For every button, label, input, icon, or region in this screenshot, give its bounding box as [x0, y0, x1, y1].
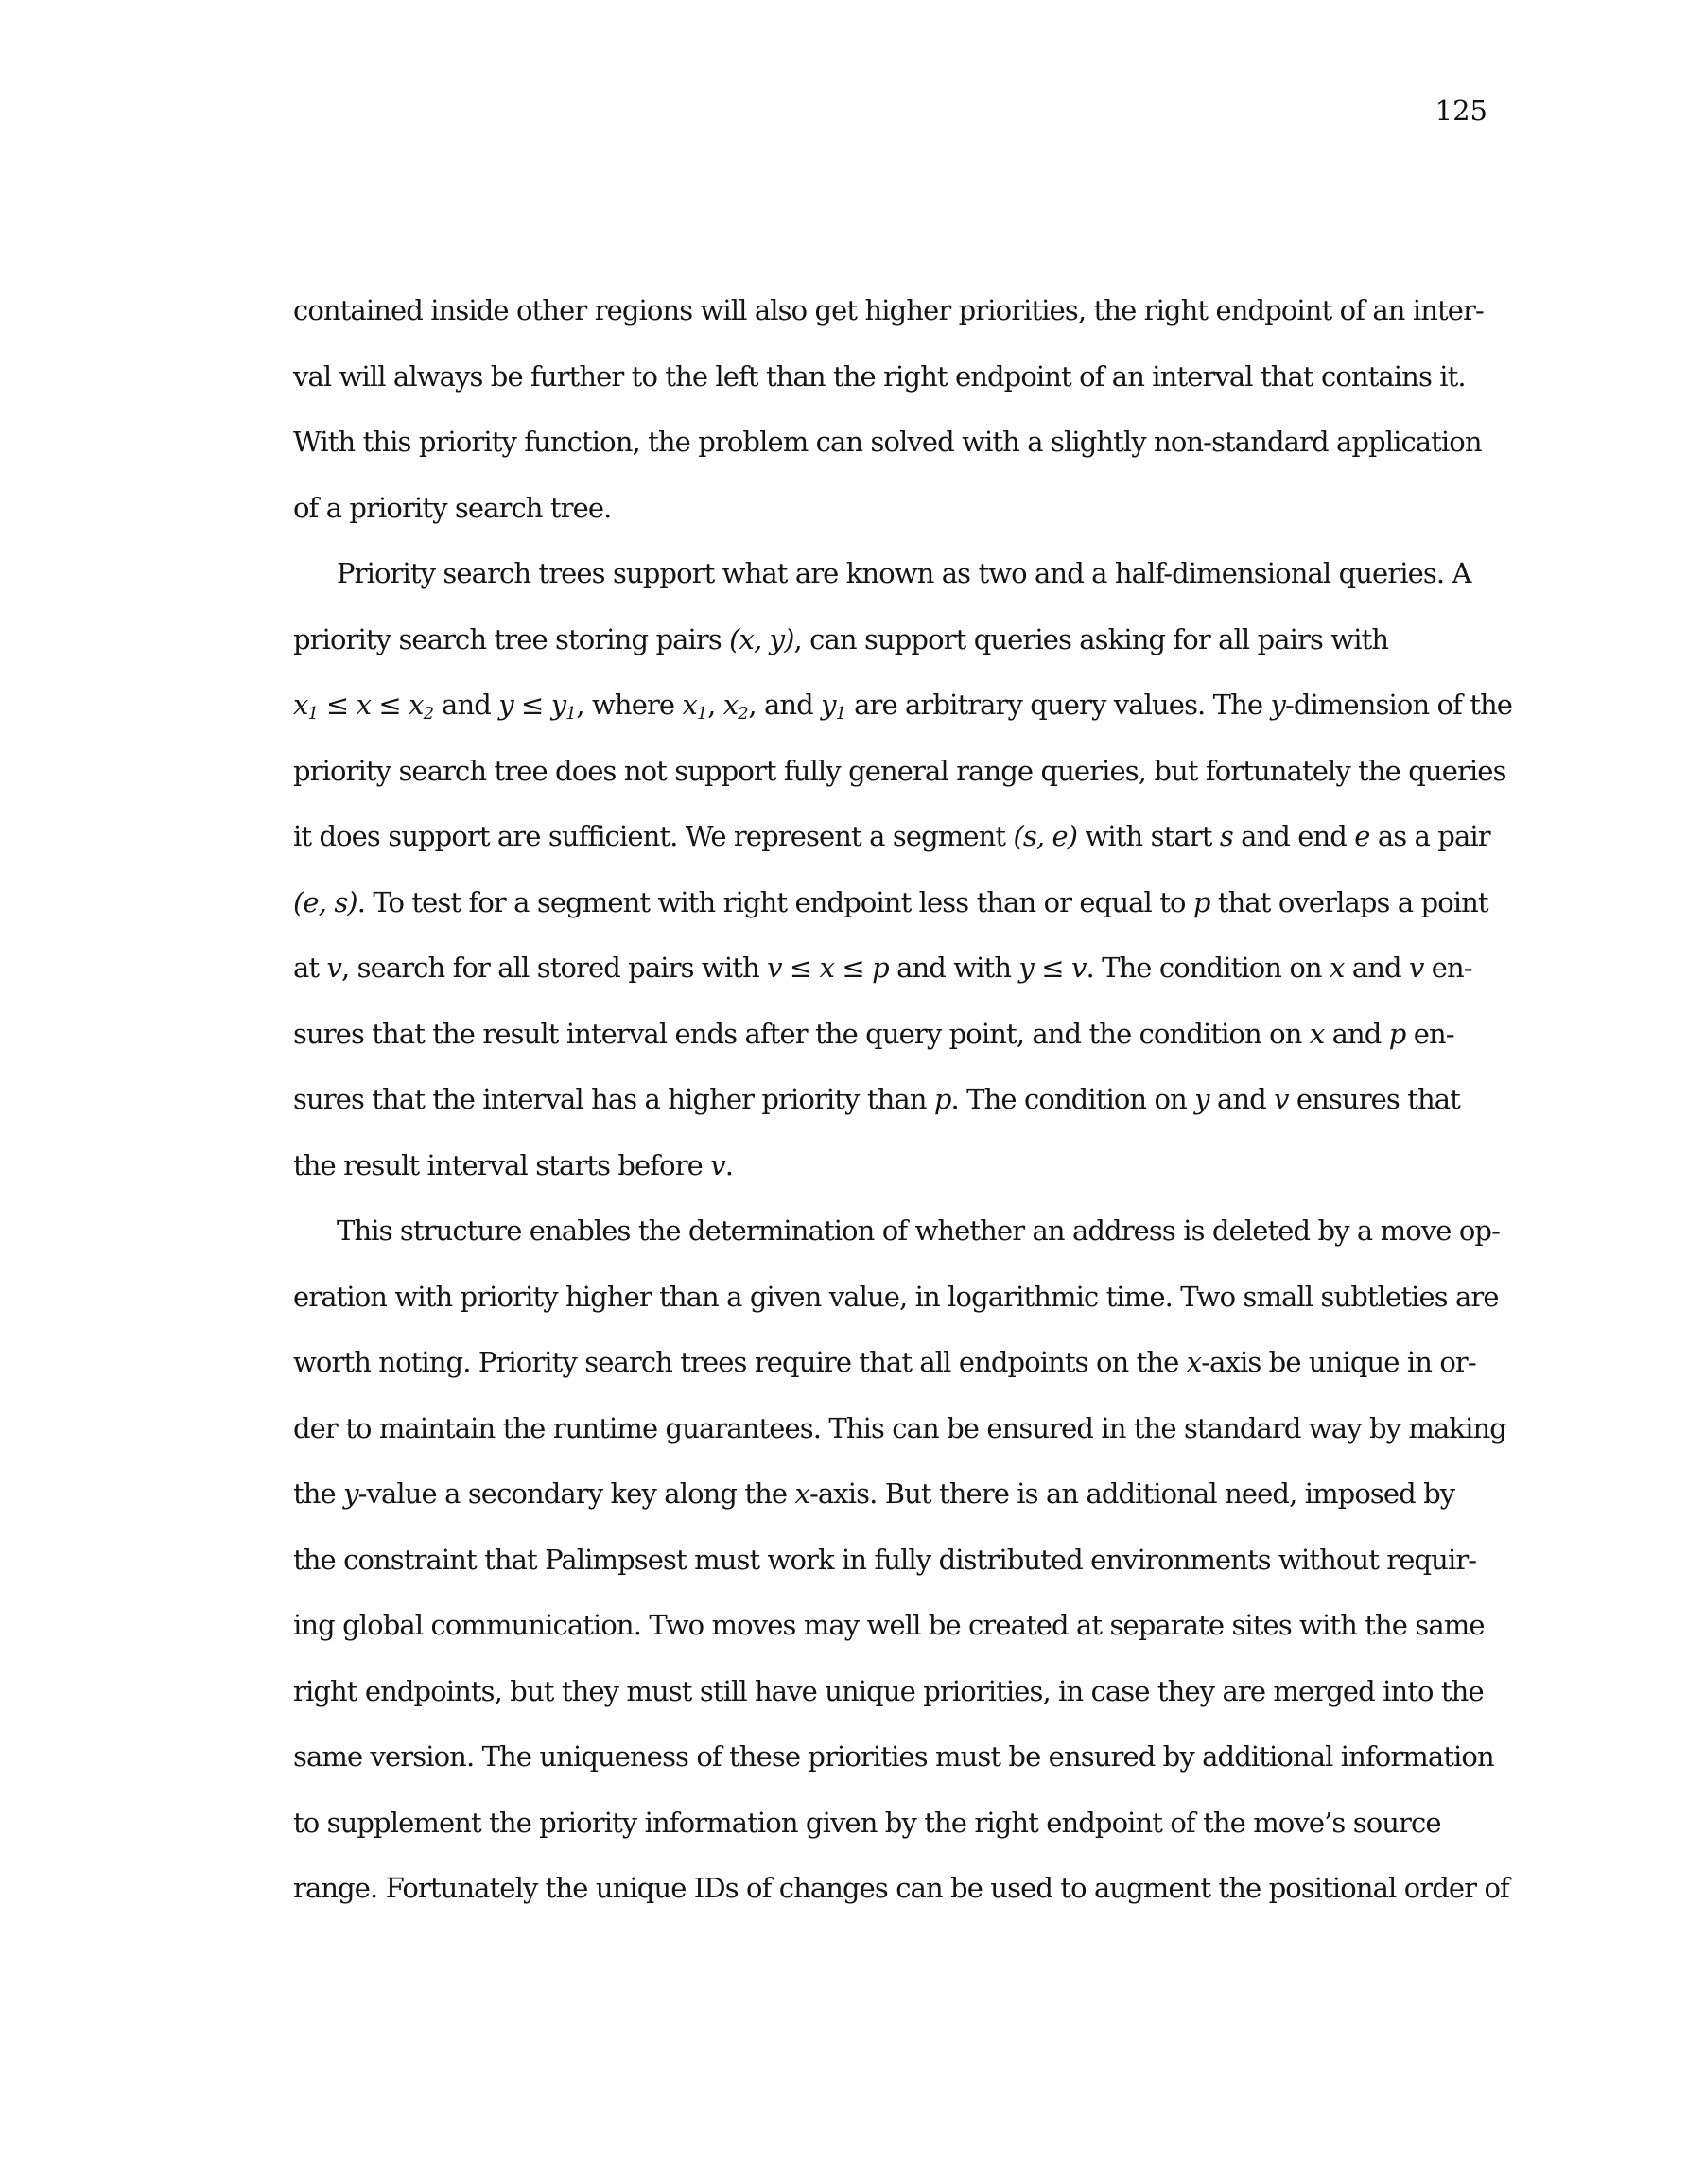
body-text-segment: priority search tree storing pairs [293, 622, 730, 655]
math-text: (x, y) [729, 622, 794, 655]
text-line [293, 1002, 1494, 1068]
text-line [293, 1133, 1494, 1199]
math-text: 1 [835, 704, 846, 725]
body-text-segment: right endpoints, but they must still have unique priorities, in case they are merged into the [293, 1674, 1484, 1707]
math-text: ≤ x ≤ x [318, 689, 424, 721]
text-line [293, 1330, 1494, 1396]
math-text: 2 [423, 704, 434, 725]
body-text-segment: sures that the interval has a higher priority than [293, 1083, 934, 1115]
body-text-segment: val will always be further to the left than the right endpoint of an interval that contains it. [293, 359, 1466, 393]
math-text: v [1274, 1083, 1289, 1115]
text-line [293, 410, 1494, 476]
text-line [293, 1396, 1506, 1462]
text-line [293, 541, 1494, 607]
math-text: v [1408, 952, 1424, 984]
math-text: x [794, 1477, 809, 1510]
body-text-segment: to supplement the priority information given by the right endpoint of the move’s source [293, 1806, 1441, 1839]
text-line [293, 1528, 1494, 1594]
body-text-segment: that overlaps a point [1209, 885, 1488, 918]
text-line [293, 1856, 1509, 1922]
math-text: e [1354, 820, 1370, 852]
text-line [293, 1265, 1499, 1331]
body-text-segment: , search for all stored pairs with [340, 952, 768, 984]
body-text-segment: the [293, 1477, 344, 1510]
text-line [293, 935, 1494, 1002]
body-text-segment: the result interval starts before [293, 1148, 711, 1181]
page-number: 125 [1435, 95, 1487, 127]
text-line [293, 1067, 1494, 1133]
body-text-segment: sures that the result interval ends after the query point, and the condition on [293, 1017, 1310, 1050]
body-text-segment: , and [748, 689, 822, 721]
text-line [293, 1198, 1500, 1265]
text-line [293, 344, 1494, 411]
body-text-segment: der to maintain the runtime guarantees. This can be ensured in the standard way by making [293, 1411, 1506, 1444]
body-text-segment: Priority search trees support what are known as two and a half-dimensional queries. A [337, 557, 1471, 589]
math-text: x [293, 689, 308, 721]
math-text: x [1186, 1346, 1202, 1378]
text-line [293, 1461, 1494, 1528]
body-text-segment: . The condition on [950, 1083, 1195, 1115]
body-text-segment: -axis be unique in or- [1201, 1346, 1476, 1378]
body-text-segment: With this priority function, the problem can solved with a slightly non-standard application [293, 426, 1482, 458]
body-text-segment: en- [1405, 1017, 1454, 1050]
body-text-segment: contained inside other regions will also get higher priorities, the right endpoint of an inter- [293, 294, 1484, 326]
math-text: v ≤ x ≤ p [767, 952, 889, 984]
math-text: y ≤ v [1018, 952, 1087, 984]
body-text-segment: and [433, 689, 499, 721]
body-text-segment: of a priority search tree. [293, 491, 612, 524]
body-text-segment: . To test for a segment with right endpoint less than or equal to [357, 885, 1193, 918]
body-text-segment: range. Fortunately the unique IDs of changes can be used to augment the positional order of [293, 1872, 1509, 1904]
body-text-segment: -dimension of the [1284, 689, 1513, 721]
text-line [293, 804, 1494, 870]
body-text-segment: , can support queries asking for all pairs with [793, 622, 1389, 655]
math-text: x [682, 689, 697, 721]
math-text: y [1194, 1083, 1209, 1115]
text-line [293, 1593, 1494, 1659]
body-text-segment: it does support are sufficient. We represent a segment [293, 820, 1014, 852]
math-text: (e, s) [293, 885, 357, 918]
text-line [293, 1724, 1494, 1791]
text-line [293, 607, 1494, 673]
math-text: 1 [696, 704, 708, 725]
body-text-segment: en- [1423, 952, 1472, 984]
body-text-segment: priority search tree does not support fully general range queries, but fortunately the queries [293, 754, 1506, 787]
math-text: 1 [307, 704, 319, 725]
body-text-segment: and [1344, 952, 1409, 984]
text-line [293, 870, 1494, 936]
body-text [293, 278, 1513, 1922]
body-text-segment: eration with priority higher than a given value, in logarithmic time. Two small subtleties are [293, 1280, 1499, 1313]
math-text: x [1309, 1017, 1325, 1050]
body-text-segment: are arbitrary query values. The [845, 689, 1271, 721]
body-text-segment: at [293, 952, 327, 984]
body-text-segment: -value a secondary key along the [357, 1477, 795, 1510]
text-line [293, 1791, 1494, 1857]
math-text: y [821, 689, 836, 721]
body-text-segment: same version. The uniqueness of these priorities must be ensured by additional information [293, 1740, 1494, 1773]
body-text-segment: ing global communication. Two moves may well be created at separate sites with the same [293, 1609, 1485, 1641]
math-text: 2 [738, 704, 749, 725]
text-line [293, 673, 1513, 739]
math-text: p [1388, 1017, 1406, 1050]
body-text-segment: ensures that [1288, 1083, 1460, 1115]
text-line [293, 1659, 1494, 1725]
math-text: v [326, 952, 341, 984]
body-text-segment: as a pair [1369, 820, 1490, 852]
math-text: 1 [565, 704, 577, 725]
text-line [293, 278, 1494, 344]
body-text-segment: , [707, 689, 723, 721]
body-text-segment: -axis. But there is an additional need, imposed by [809, 1477, 1455, 1510]
math-text: s [1219, 820, 1233, 852]
math-text: y ≤ y [498, 689, 566, 721]
math-text: (s, e) [1013, 820, 1078, 852]
math-text: p [1192, 885, 1210, 918]
math-text: p [933, 1083, 951, 1115]
text-line [293, 739, 1506, 805]
body-text-segment: and [1209, 1083, 1275, 1115]
math-text: x [722, 689, 739, 721]
math-text: v [710, 1148, 725, 1181]
body-text-segment: This structure enables the determination of whether an address is deleted by a move op- [337, 1214, 1500, 1247]
body-text-segment: and end [1232, 820, 1355, 852]
math-text: y [343, 1477, 358, 1510]
body-text-segment: and [1324, 1017, 1389, 1050]
body-text-segment: . The condition on [1086, 952, 1330, 984]
body-text-segment: worth noting. Priority search trees require that all endpoints on the [293, 1346, 1187, 1378]
text-line [293, 476, 1494, 542]
body-text-segment: and with [888, 952, 1019, 984]
body-text-segment: the constraint that Palimpsest must work in fully distributed environments without requir- [293, 1543, 1477, 1576]
math-text: x [1330, 952, 1345, 984]
math-text: y [1270, 689, 1285, 721]
body-text-segment: . [724, 1148, 734, 1181]
body-text-segment: , where [576, 689, 683, 721]
body-text-segment: with start [1077, 820, 1220, 852]
